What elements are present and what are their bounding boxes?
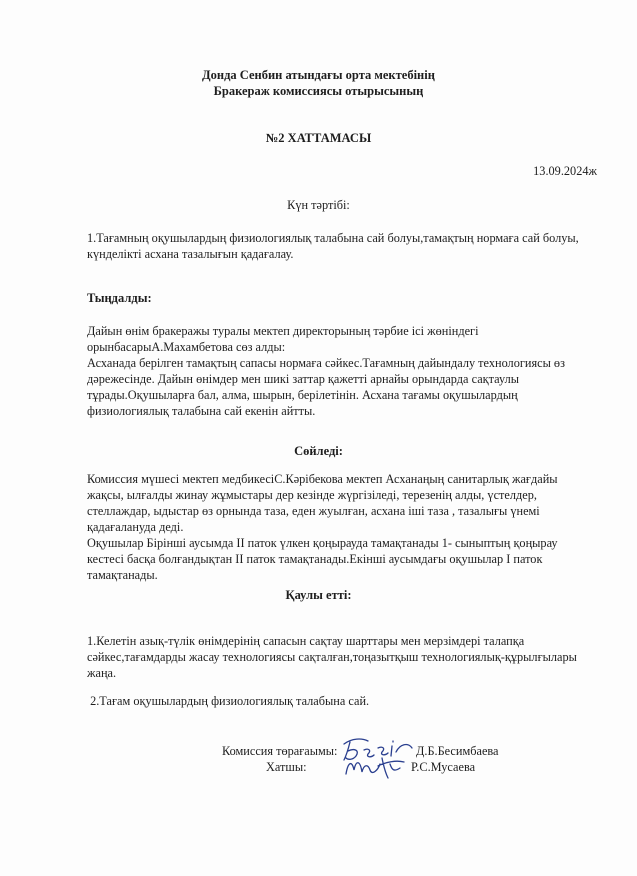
school-name-header: Донда Сенбин атындағы орта мектебінің xyxy=(202,68,435,82)
spoke-line: Оқушылар Бірінші аусымда ІІ паток үлкен қоңырауда тамақтанады 1- сыныптың қоңырау xyxy=(87,536,558,550)
listened-line: орынбасарыА.Махамбетова сөз алды: xyxy=(87,340,286,354)
chair-name-wrap xyxy=(416,743,499,759)
chair-label: Комиссия төрағаымы: xyxy=(222,744,338,758)
spoke-body xyxy=(87,471,597,583)
listened-body xyxy=(87,323,597,419)
agenda-item-line: күнделікті асхана тазалығын қадағалау. xyxy=(87,247,294,261)
secretary-signature-row xyxy=(266,759,307,775)
decided-line: сәйкес,тағамдарды жасау технологиясы сақталған,тоңазытқыш технологиялық-құрылғылары xyxy=(87,650,577,664)
listened-line: физиологиялық талабына сай екенін айтты. xyxy=(87,404,316,418)
spoke-line: стеллаждар, ыдыстар өз орнында таза, еден жуылған, асхана іші таза , тазалығы үнемі xyxy=(87,504,540,518)
commission-header: Бракераж комиссиясы отырысының xyxy=(213,84,424,98)
spoke-line: Комиссия мүшесі мектеп медбикесіС.Кәрібекова мектеп Асханаңың санитарлық жағдайы xyxy=(87,472,558,486)
spoke-line: тамақтанады. xyxy=(87,568,158,582)
secretary-label: Хатшы: xyxy=(266,760,307,774)
secretary-handwritten-signature xyxy=(342,752,412,782)
listened-line: Асханада берілген тамақтың сапасы нормаға сәйкес.Тағамның дайындалу технологиясы өз xyxy=(87,356,565,370)
listened-line: тұрады.Оқушыларға бал, алма, шырын, берілетінін. Асхана тағамы оқушылардың xyxy=(87,388,518,402)
listened-title: Тыңдалды: xyxy=(87,291,152,305)
chair-signature-row xyxy=(222,743,337,759)
secretary-name-wrap xyxy=(411,759,475,775)
decided-line: жаңа. xyxy=(87,666,117,680)
agenda-title: Күн тәртібі: xyxy=(287,198,350,212)
decided-line: 2.Тағам оқушылардың физиологиялық талабына сай. xyxy=(87,694,370,708)
decided-title: Қаулы етті: xyxy=(285,588,352,602)
decided-line: 1.Келетін азық-түлік өнімдерінің сапасын сақтау шарттары мен мерзімдері талапқа xyxy=(87,634,525,648)
listened-line: Дайын өнім бракеражы туралы мектеп директорының тәрбие ісі жөніндегі xyxy=(87,324,479,338)
spoke-line: қадағалануда деді. xyxy=(87,520,184,534)
document-title: №2 ХАТТАМАСЫ xyxy=(265,131,372,145)
secretary-name: Р.С.Мусаева xyxy=(411,760,476,774)
spoke-line: жақсы, ылғалды жинау жұмыстары дер кезінде жүргізіледі, терезенің алды, үстелдер, xyxy=(87,488,537,502)
chair-name: Д.Б.Бесимбаева xyxy=(416,744,499,758)
spoke-line: кестесі басқа болғандықтан ІІ паток тамақтанады.Екінші аусымдағы оқушылар І паток xyxy=(87,552,543,566)
spoke-title: Сөйледі: xyxy=(294,444,343,458)
document-date: 13.09.2024ж xyxy=(533,164,597,178)
listened-line: дәрежесінде. Дайын өнімдер мен шикі заттар қажетті арнайы орындарда сақтаулы xyxy=(87,372,519,386)
decided-body xyxy=(87,633,597,709)
agenda-item-line: 1.Тағамның оқушылардың физиологиялық талабына сай болуы,тамақтың нормаға сай болуы, xyxy=(87,231,579,245)
